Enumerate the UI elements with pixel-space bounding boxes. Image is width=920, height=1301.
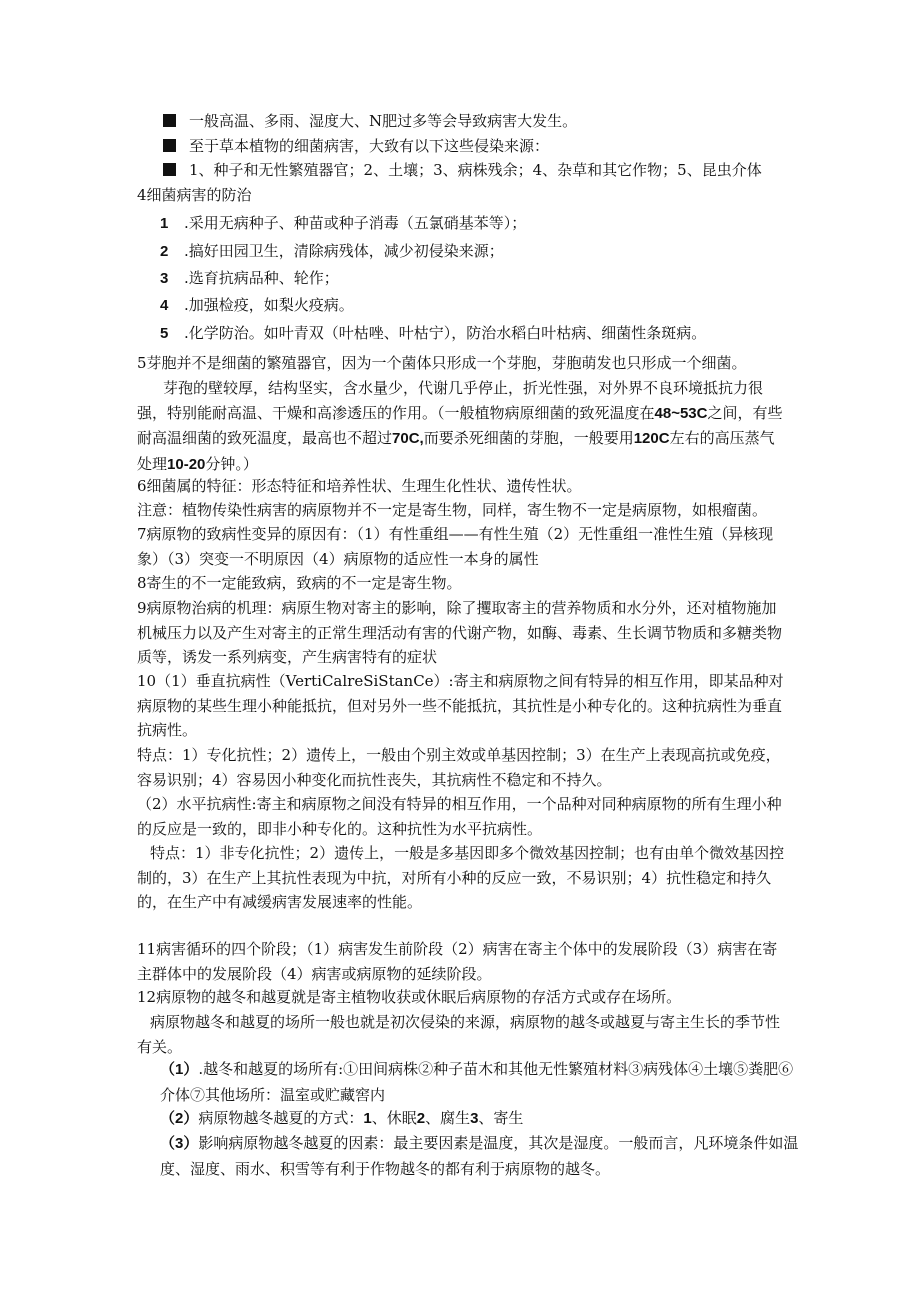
overwinter-sites — [160, 1057, 800, 1107]
temperature-value: 120C — [633, 430, 670, 447]
bullet-text: 一般高温、多雨、湿度大、N肥过多等会导致病害大发生。 — [189, 112, 578, 130]
item-text: .搞好田园卫生，清除病残体，减少初侵染来源； — [184, 242, 504, 260]
overwinter-factors — [160, 1131, 800, 1181]
sub-number: （2） — [160, 1110, 199, 1127]
control-item-3 — [160, 266, 800, 291]
text-run: 分钟。） — [205, 454, 258, 473]
section-12-paragraph: 病原物越冬和越夏的场所一般也就是初次侵染的来源，病原物的越冬或越夏与寄主生长的季节性有关。 — [137, 1013, 781, 1056]
bullet-item — [163, 134, 803, 158]
sub-text: 、腐生 — [425, 1109, 471, 1127]
section-5-paragraph — [137, 376, 787, 477]
control-item-2 — [160, 239, 800, 264]
sub-number: （1） — [160, 1061, 199, 1078]
square-bullet-icon — [163, 139, 176, 152]
section-8-line: 8寄生的不一定能致病，致病的不一定是寄生物。 — [137, 574, 462, 592]
text-run: 而要杀死细菌的芽胞，一般要用 — [423, 429, 634, 447]
section-7-paragraph: 7病原物的致病性变异的原因有：（1）有性重组——有性生殖（2）无性重组一准性生殖（异核现象）（3）突变一不明原因（4）病原物的适应性一本身的属性 — [137, 525, 774, 568]
section-6-line: 6细菌属的特征：形态特征和培养性状、生理生化性状、遗传性状。 — [137, 477, 582, 495]
item-text: .化学防治。如叶青双（叶枯唑、叶枯宁），防治水稻白叶枯病、细菌性条斑病。 — [184, 324, 707, 342]
duration-value: 10-20 — [167, 455, 206, 473]
item-text: .选育抗病品种、轮作； — [184, 269, 339, 287]
square-bullet-icon — [163, 114, 176, 127]
temperature-value: 70C, — [392, 430, 424, 447]
item-number: 3 — [160, 270, 169, 287]
bullet-text: 1、种子和无性繁殖器官；2、土壤；3、病株残余；4、杂草和其它作物；5、昆虫介体 — [189, 161, 762, 179]
section-12-line: 12病原物的越冬和越夏就是寄主植物收获或休眠后病原物的存活方式或存在场所。 — [137, 988, 682, 1006]
item-number: 5 — [160, 325, 169, 342]
item-number: 4 — [160, 297, 169, 314]
section-9-paragraph: 9病原物治病的机理：病原生物对寄主的影响，除了攫取寄主的营养物质和水分外，还对植物施加机械压力以及产生对寄主的正常生理活动有害的代谢产物，如酶、毒素、生长调节物质和多糖类物质等，诱发一系列病变，产生病害特有的症状 — [137, 599, 783, 666]
bullet-item — [163, 158, 803, 182]
vertical-features-paragraph: 特点：1）专化抗性；2）遗传上，一般由个别主效或单基因控制；3）在生产上表现高抗或免疫，容易识别；4）容易因小种变化而抗性丧失，其抗病性不稳定和不持久。 — [137, 746, 781, 789]
square-bullet-icon — [163, 163, 176, 176]
sub-text: .越冬和越夏的场所有:①田间病株②种子苗木和其他无性繁殖材料③病残体④土壤⑤粪肥⑥介体⑦其他场所：温室或贮藏窖内 — [160, 1060, 794, 1104]
sub-text: 、寄生 — [478, 1109, 524, 1127]
sub-text: 病原物越冬越夏的方式： — [198, 1109, 364, 1127]
sub-text: 、休眠 — [371, 1109, 417, 1127]
control-item-4 — [160, 293, 800, 318]
section-11-paragraph: 11病害循环的四个阶段；（1）病害发生前阶段（2）病害在寄主个体中的发展阶段（3）病害在寄主群体中的发展阶段（4）病害或病原物的延续阶段。 — [137, 940, 778, 983]
sub-number: （3） — [160, 1135, 199, 1152]
text-run: 芽孢的壁较厚，结构坚实，含水量少，代谢几乎停止，折光性强，对外界不良环境抵抗力很强，特别能耐高温、干燥和高渗透压的作用。（一般植物病原细菌的致死温度在 — [137, 379, 764, 422]
control-item-5 — [160, 321, 800, 346]
text-run: 之间，有些耐高温细菌的致死温度，最高也不超过 — [137, 403, 783, 447]
horizontal-resistance-paragraph: （2）水平抗病性:寄主和病原物之间没有特异的相互作用，一个品种对同种病原物的所有生理小种的反应是一致的，即非小种专化的。这种抗性为水平抗病性。 — [137, 795, 782, 838]
section-5-line: 5芽胞并不是细菌的繁殖器官，因为一个菌体只形成一个芽胞，芽胞萌发也只形成一个细菌。 — [137, 354, 747, 372]
sub-text: 影响病原物越冬越夏的因素：最主要因素是温度，其次是湿度。一般而言，凡环境条件如温度、湿度、雨水、积雪等有利于作物越冬的都有利于病原物的越冬。 — [160, 1134, 799, 1178]
item-text: .加强检疫，如梨火疫病。 — [184, 296, 354, 314]
control-item-1 — [160, 211, 800, 236]
temperature-value: 48~53C — [654, 404, 708, 422]
mode-number: 1 — [363, 1110, 372, 1127]
bullet-text: 至于草本植物的细菌病害，大致有以下这些侵染来源： — [189, 137, 550, 155]
overwinter-modes — [160, 1106, 787, 1132]
item-number: 2 — [160, 243, 169, 260]
text-run: 左右的高压蒸气处理 — [137, 429, 775, 473]
horizontal-features-paragraph: 特点：1）非专化抗性；2）遗传上，一般是多基因即多个微效基因控制；也有由单个微效基因控制的，3）在生产上其抗性表现为中抗，对所有小种的反应一致，不易识别；4）抗性稳定和持久的，在生产中有减缓病害发展速率的性能。 — [137, 844, 785, 911]
note-line: 注意：植物传染性病害的病原物并不一定是寄生物，同样，寄生物不一定是病原物，如根瘤菌。 — [137, 501, 768, 519]
mode-number: 3 — [470, 1110, 479, 1127]
vertical-resistance-paragraph: 10（1）垂直抗病性（VertiCalreSiStanCe）:寄主和病原物之间有特异的相互作用，即某品种对病原物的某些生理小种能抵抗，但对另外一些不能抵抗，其抗性是小种专化的。这种抗病性为垂直抗病性。 — [137, 672, 784, 739]
mode-number: 2 — [416, 1110, 426, 1127]
item-number: 1 — [160, 215, 169, 232]
bullet-item — [163, 109, 803, 133]
item-text: .采用无病种子、种苗或种子消毒（五氯硝基苯等）； — [184, 214, 527, 232]
section-4-heading: 4细菌病害的防治 — [137, 186, 252, 204]
